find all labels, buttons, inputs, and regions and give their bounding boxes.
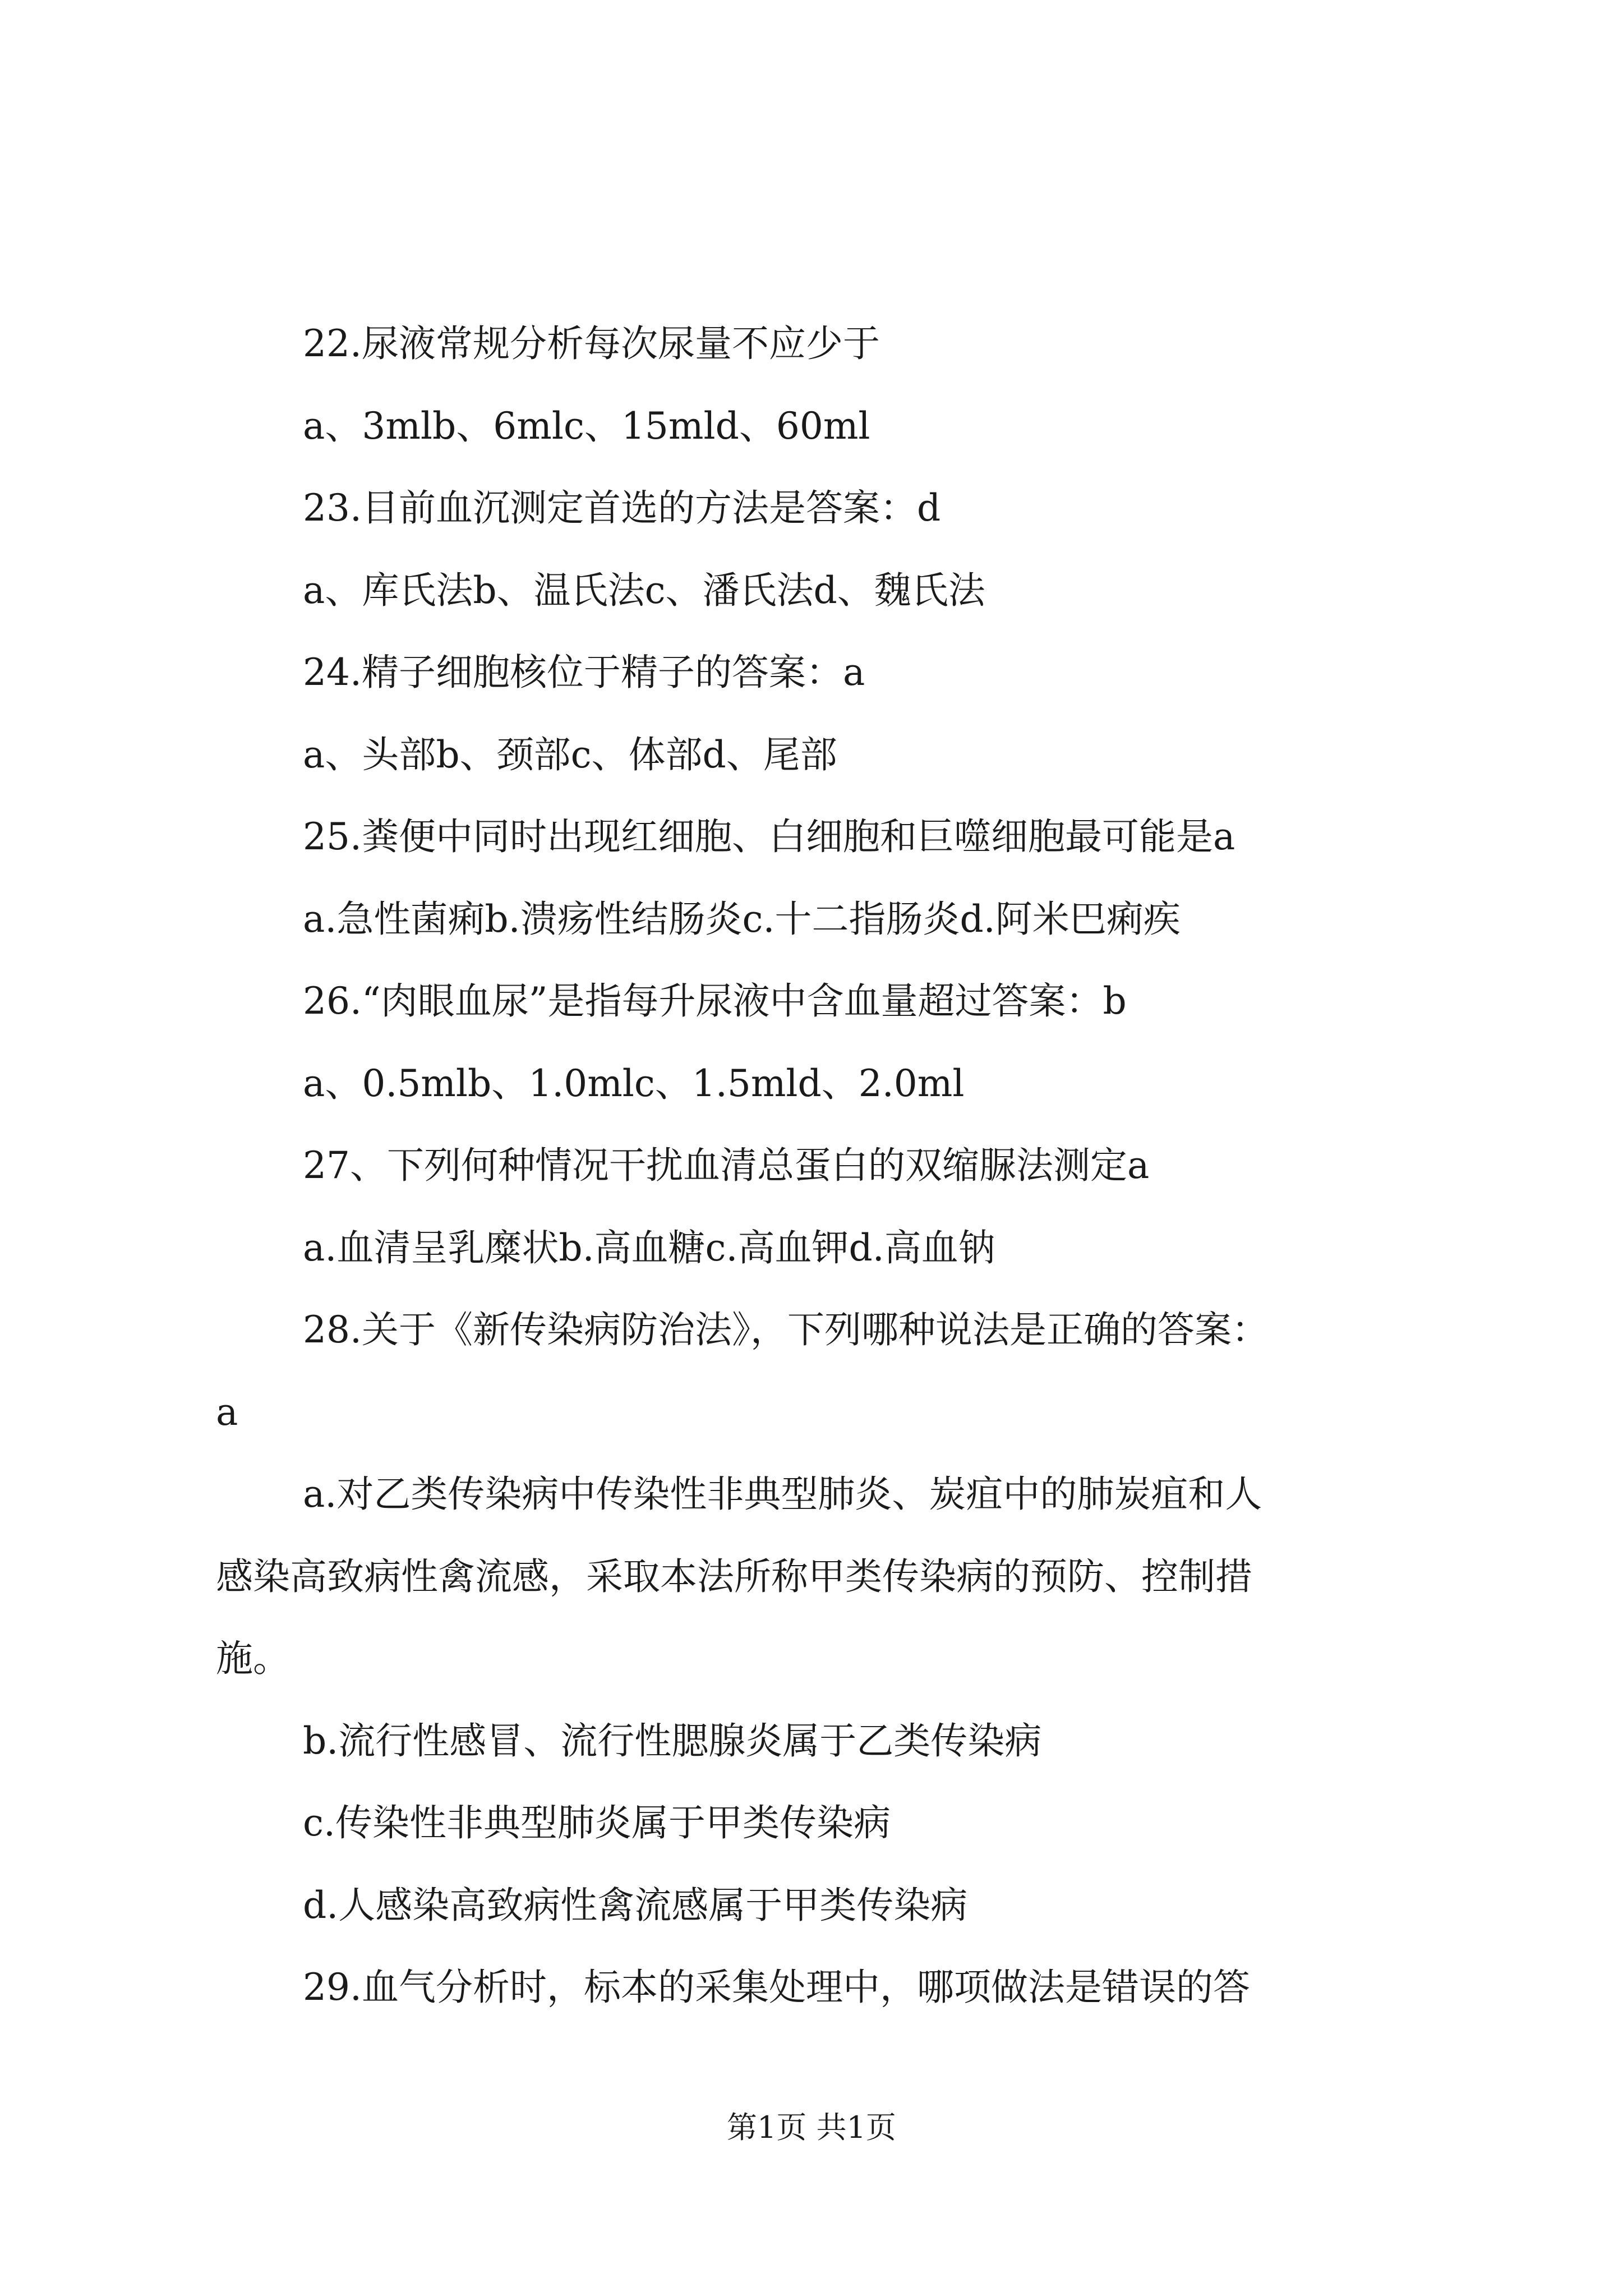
question-28-option-a: a.对乙类传染病中传染性非典型肺炎、炭疽中的肺炭疽和人 [303,1473,1262,1516]
question-28-option-a-end: 施。 [216,1637,290,1680]
question-27: 27、下列何种情况干扰血清总蛋白的双缩脲法测定a [303,1144,1150,1187]
question-28-option-d: d.人感染高致病性禽流感属于甲类传染病 [303,1883,968,1927]
question-28-option-c: c.传染性非典型肺炎属于甲类传染病 [303,1801,891,1844]
question-22-options: a、3mlb、6mlc、15mld、60ml [303,404,870,448]
question-26: 26.“肉眼血尿”是指每升尿液中含血量超过答案：b [303,979,1127,1023]
question-22: 22.尿液常规分析每次尿量不应少于 [303,322,880,365]
question-26-options: a、0.5mlb、1.0mlc、1.5mld、2.0ml [303,1061,965,1105]
question-28: 28.关于《新传染病防治法》，下列哪种说法是正确的答案： [303,1308,1269,1351]
question-27-options: a.血清呈乳糜状b.高血糖c.高血钾d.高血钠 [303,1226,995,1269]
question-23: 23.目前血沉测定首选的方法是答案：d [303,486,941,530]
question-29: 29.血气分析时，标本的采集处理中，哪项做法是错误的答 [303,1966,1250,2009]
question-28-option-b: b.流行性感冒、流行性腮腺炎属于乙类传染病 [303,1719,1042,1763]
question-23-options: a、库氏法b、温氏法c、潘氏法d、魏氏法 [303,568,985,612]
question-28-continued: a [216,1390,238,1434]
question-25-options: a.急性菌痢b.溃疡性结肠炎c.十二指肠炎d.阿米巴痢疾 [303,897,1181,941]
question-28-option-a-continued: 感染高致病性禽流感，采取本法所称甲类传染病的预防、控制措 [216,1554,1252,1598]
question-24-options: a、头部b、颈部c、体部d、尾部 [303,733,837,776]
question-25: 25.粪便中同时出现红细胞、白细胞和巨噬细胞最可能是a [303,815,1235,858]
page-footer: 第1页 共1页 [727,2110,896,2145]
document-body [216,303,1416,2029]
question-24: 24.精子细胞核位于精子的答案：a [303,651,865,694]
